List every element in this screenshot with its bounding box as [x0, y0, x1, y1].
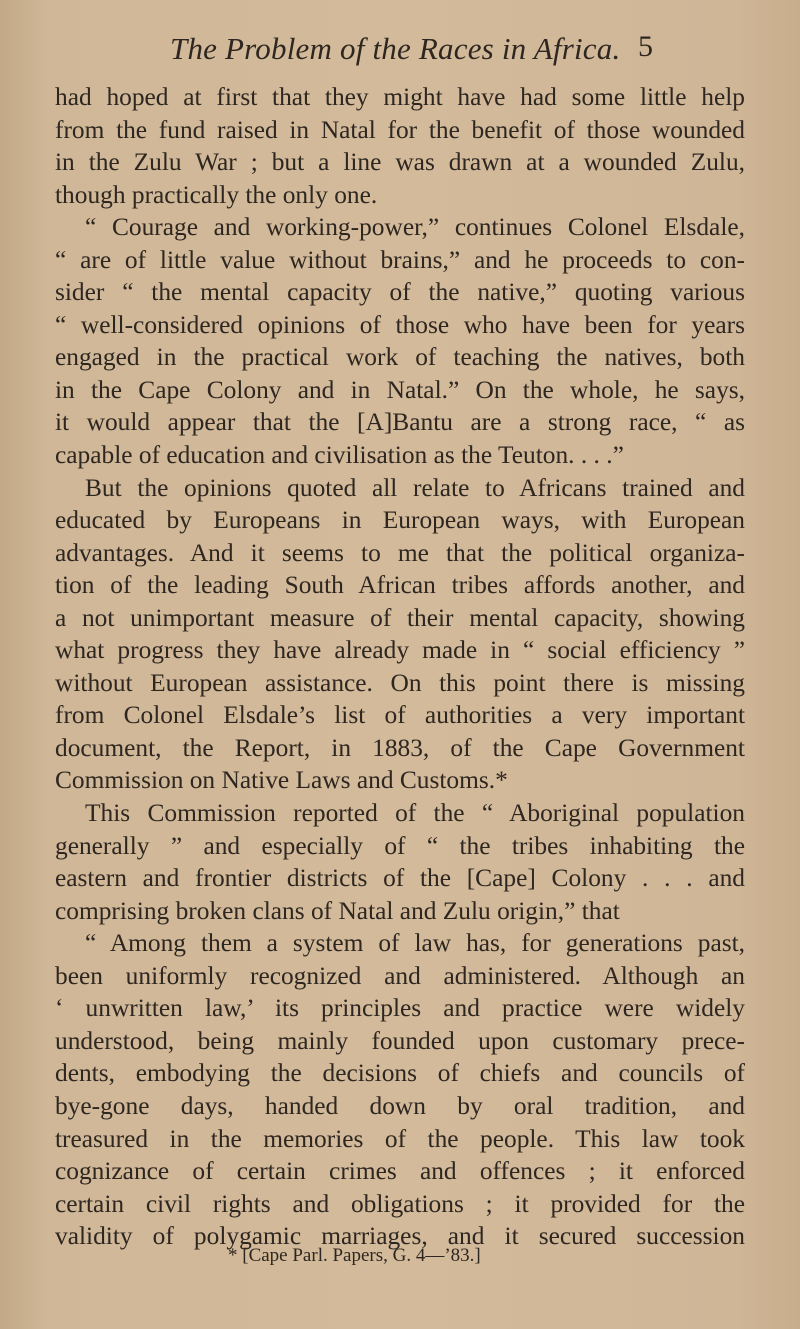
text-line: been uniformly recognized and administered. Although an	[55, 961, 745, 990]
page-number: 5	[638, 30, 653, 63]
text-line: in the Cape Colony and in Natal.” On the whole, he says,	[55, 375, 745, 404]
text-line: “ Courage and working-power,” continues Colonel Elsdale,	[85, 213, 745, 242]
text-line: engaged in the practical work of teaching the natives, both	[55, 343, 745, 372]
running-header	[0, 22, 800, 70]
body-text	[55, 81, 745, 1253]
text-line: But the opinions quoted all relate to Africans trained and	[85, 473, 745, 502]
text-line: what progress they have already made in “ social efficiency ”	[55, 636, 745, 665]
text-line: a not unimportant measure of their mental capacity, showing	[55, 603, 745, 632]
text-line: capable of education and civilisation as the Teuton. . . .”	[55, 441, 624, 470]
text-line: had hoped at first that they might have had some little help	[55, 83, 745, 111]
text-line: “ well-considered opinions of those who have been for years	[55, 310, 745, 339]
text-line: document, the Report, in 1883, of the Cape Government	[55, 733, 745, 762]
text-line: sider “ the mental capacity of the native,” quoting various	[55, 278, 745, 307]
text-line: dents, embodying the decisions of chiefs and councils of	[55, 1059, 745, 1088]
text-line: from Colonel Elsdale’s list of authorities a very important	[55, 701, 745, 730]
text-line: educated by Europeans in European ways, with European	[55, 506, 745, 535]
text-line: “ Among them a system of law has, for generations past,	[85, 929, 745, 958]
text-line: without European assistance. On this point there is missing	[55, 668, 745, 697]
text-line: in the Zulu War ; but a line was drawn at a wounded Zulu,	[55, 148, 745, 177]
text-line: cognizance of certain crimes and offences ; it enforced	[55, 1157, 745, 1186]
text-line: though practically the only one.	[55, 180, 378, 209]
text-line: ‘ unwritten law,’ its principles and practice were widely	[55, 994, 745, 1023]
text-line: from the fund raised in Natal for the benefit of those wounded	[55, 115, 745, 144]
text-line: certain civil rights and obligations ; it provided for the	[55, 1189, 745, 1218]
footnote: * [Cape Parl. Papers, G. 4—’83.]	[228, 1245, 481, 1266]
running-title: The Problem of the Races in Africa.	[170, 31, 621, 66]
text-line: validity of polygamic marriages, and it secured succession	[55, 1222, 745, 1251]
text-line: bye-gone days, handed down by oral tradition, and	[55, 1091, 745, 1120]
text-line: treasured in the memories of the people. This law took	[55, 1124, 745, 1153]
text-line: Commission on Native Laws and Customs.*	[55, 766, 508, 795]
text-line: comprising broken clans of Natal and Zulu origin,” that	[55, 896, 620, 925]
text-line: This Commission reported of the “ Aboriginal population	[85, 799, 745, 828]
text-line: generally ” and especially of “ the tribes inhabiting the	[55, 831, 745, 860]
text-line: it would appear that the [A]Bantu are a strong race, “ as	[55, 408, 745, 437]
text-line: understood, being mainly founded upon customary prece-	[55, 1026, 745, 1055]
text-line: eastern and frontier districts of the [Cape] Colony . . . and	[55, 864, 745, 893]
text-line: tion of the leading South African tribes affords another, and	[55, 571, 745, 600]
text-line: “ are of little value without brains,” and he proceeds to con-	[55, 245, 745, 274]
text-line: advantages. And it seems to me that the political organiza-	[55, 538, 745, 567]
